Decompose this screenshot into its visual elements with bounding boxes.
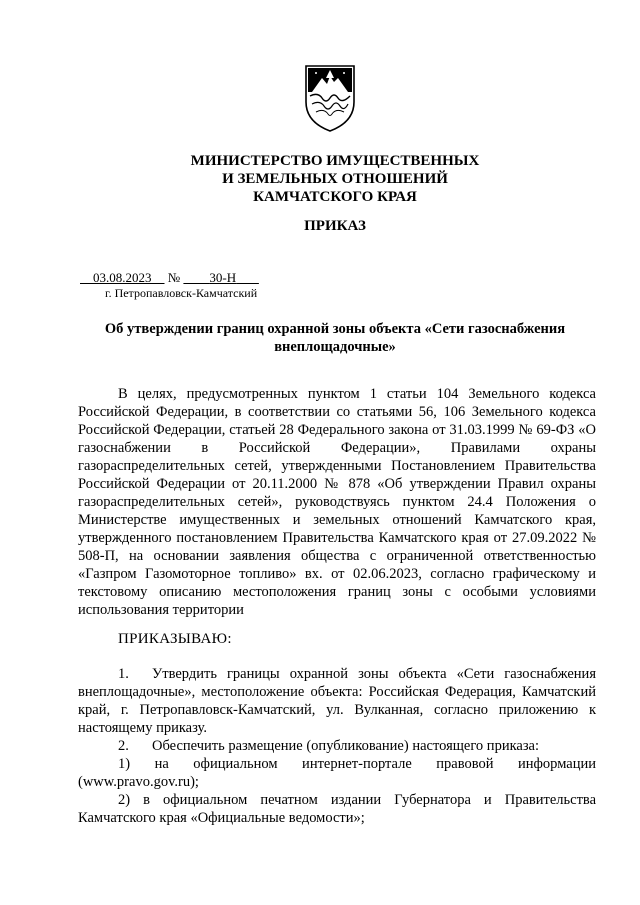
sub-item: 2) в официальном печатном издании Губернатора и Правительства Камчатского края «Официальные ведомости»;	[78, 792, 596, 826]
ministry-line-2: И ЗЕМЕЛЬНЫХ ОТНОШЕНИЙ	[222, 171, 448, 187]
list-item	[78, 665, 596, 737]
preamble-paragraph: В целях, предусмотренных пунктом 1 статьи 104 Земельного кодекса Российской Федерации, в соответствии со статьями 56, 106 Земельного кодекса Российской Федерации, статьей 28 Федерального закона от 31.03.1999 № 69-ФЗ «О газоснабжении в Российской Федерации», Правилами охраны газораспределительных сетей, утвержденными Постановлением Правительства Российской Федерации от 20.11.2000 № 878 «Об утверждении Правил охраны газораспределительных сетей», руководствуясь пунктом 24.4 Положения о Министерстве имущественных и земельных отношений Камчатского края, утвержденного постановлением Правительства Камчатского края от 27.09.2022 № 508-П, на основании заявления общества с ограниченной ответственностью «Газпром Газомоторное топливо» вх. от 02.06.2023, согласно графическому и текстовому описанию местоположения границ зоны с особыми условиями использования территории	[78, 386, 596, 618]
number-sign: №	[167, 270, 181, 285]
list-item	[78, 737, 596, 755]
item-text: Обеспечить размещение (опубликование) настоящего приказа:	[152, 738, 540, 754]
order-date-number	[80, 270, 259, 286]
item-number: 1.	[118, 666, 129, 682]
sub-item: 1) на официальном интернет-портале правовой информации (www.pravo.gov.ru);	[78, 756, 596, 790]
item-text: Утвердить границы охранной зоны объекта «Сети газоснабжения внеплощадочные», местоположение объекта: Российская Федерация, Камчатский край, г. Петропавловск-Камчатский, ул. Вулканная, согласно приложению к настоящему приказу.	[78, 666, 596, 736]
order-subject: Об утверждении границ охранной зоны объекта «Сети газоснабжения внеплощадочные»	[104, 321, 566, 355]
order-date-field	[80, 270, 165, 285]
ministry-line-1: МИНИСТЕРСТВО ИМУЩЕСТВЕННЫХ	[190, 153, 480, 169]
order-city: г. Петропавловск-Камчатский	[105, 286, 258, 300]
ordering-word: ПРИКАЗЫВАЮ:	[118, 631, 232, 647]
ministry-line-3: КАМЧАТСКОГО КРАЯ	[253, 189, 417, 205]
order-number-field	[183, 270, 258, 285]
order-date: 03.08.2023	[93, 270, 152, 285]
ministry-name	[0, 152, 640, 206]
kamchatka-coat-of-arms-icon	[300, 62, 360, 134]
order-number: 30-Н	[209, 270, 237, 285]
item-number: 2.	[118, 738, 129, 754]
document-type: ПРИКАЗ	[304, 218, 366, 234]
